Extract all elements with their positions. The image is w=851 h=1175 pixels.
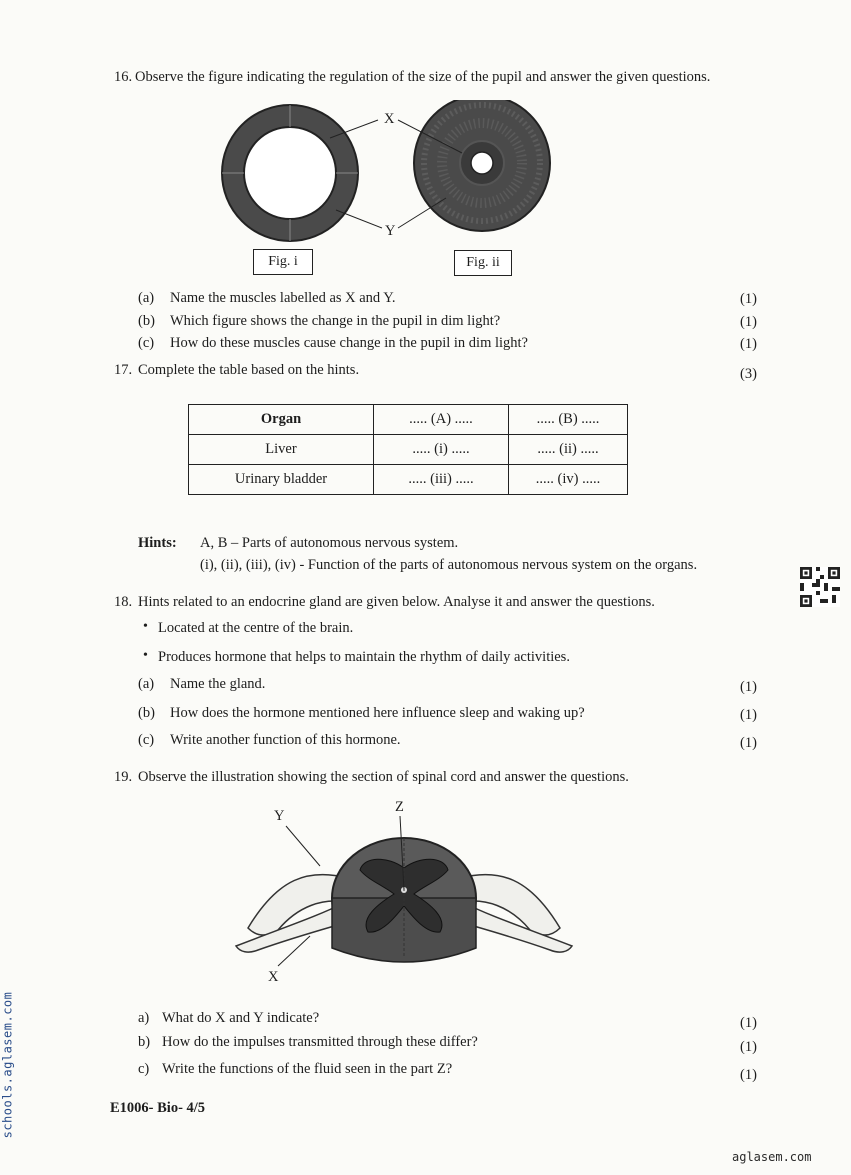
- q16a-marks: (1): [740, 291, 757, 307]
- paper-code: E1006- Bio- 4/5: [110, 1100, 206, 1116]
- q19-label-y: Y: [274, 808, 285, 824]
- footer-watermark-url: aglasem.com: [732, 1150, 812, 1164]
- hints-label: Hints:: [138, 535, 177, 551]
- bullet-icon: •: [143, 648, 148, 663]
- q16-text: Observe the figure indicating the regulation of the size of the pupil and answer the given questions.: [135, 69, 711, 85]
- q19c-marks: (1): [740, 1067, 757, 1083]
- q16b-label: (b): [138, 313, 155, 329]
- table-cell: Urinary bladder: [189, 465, 374, 495]
- q19c-text: Write the functions of the fluid seen in the part Z?: [162, 1061, 453, 1077]
- q17-text: Complete the table based on the hints.: [138, 362, 360, 378]
- q16a-label: (a): [138, 290, 155, 306]
- q18c-label: (c): [138, 732, 155, 748]
- q18-number: 18.: [114, 594, 133, 610]
- table-row: [189, 435, 628, 465]
- q19b-label: b): [138, 1034, 151, 1050]
- q18b-label: (b): [138, 705, 155, 721]
- q19a-label: a): [138, 1010, 150, 1026]
- table-row: [189, 465, 628, 495]
- q18a-marks: (1): [740, 679, 757, 695]
- table-header-b: ..... (B) .....: [509, 405, 628, 435]
- q16c-label: (c): [138, 335, 155, 351]
- q18-bullet-1: Located at the centre of the brain.: [158, 620, 354, 636]
- q17-marks: (3): [740, 366, 757, 382]
- q16b-text: Which figure shows the change in the pupil in dim light?: [170, 313, 501, 329]
- q19-number: 19.: [114, 769, 133, 785]
- table-cell: ..... (ii) .....: [509, 435, 628, 465]
- qr-code-icon: [800, 567, 840, 607]
- q19b-text: How do the impulses transmitted through these differ?: [162, 1034, 478, 1050]
- q19c-label: c): [138, 1061, 150, 1077]
- table-header-row: [189, 405, 628, 435]
- q19a-marks: (1): [740, 1015, 757, 1031]
- iris-fig-ii: [414, 100, 550, 231]
- table-header-a: ..... (A) .....: [374, 405, 509, 435]
- table-cell: ..... (iv) .....: [509, 465, 628, 495]
- table-cell: ..... (i) .....: [374, 435, 509, 465]
- organ-table: [188, 404, 628, 495]
- q18b-text: How does the hormone mentioned here influence sleep and waking up?: [170, 705, 585, 721]
- q16-label-x: X: [384, 111, 395, 127]
- q18b-marks: (1): [740, 707, 757, 723]
- q18c-marks: (1): [740, 735, 757, 751]
- q19a-text: What do X and Y indicate?: [162, 1010, 320, 1026]
- table-header-organ: Organ: [189, 405, 374, 435]
- q16b-marks: (1): [740, 314, 757, 330]
- q19-label-z: Z: [395, 799, 404, 815]
- fig-ii-label: Fig. ii: [454, 250, 512, 276]
- q16-number: 16.: [114, 69, 133, 85]
- q16-label-y: Y: [385, 223, 396, 239]
- q18a-text: Name the gland.: [170, 676, 266, 692]
- q18-text: Hints related to an endocrine gland are given below. Analyse it and answer the questions.: [138, 594, 655, 610]
- q16c-marks: (1): [740, 336, 757, 352]
- q18c-text: Write another function of this hormone.: [170, 732, 401, 748]
- q19-text: Observe the illustration showing the section of spinal cord and answer the questions.: [138, 769, 629, 785]
- side-watermark-url: schools.aglasem.com: [0, 991, 15, 1139]
- spinal-cord-figure: [228, 798, 578, 988]
- q19-label-x: X: [268, 969, 279, 985]
- hint-2: (i), (ii), (iii), (iv) - Function of the parts of autonomous nervous system on the organs.: [200, 557, 698, 573]
- q18a-label: (a): [138, 676, 155, 692]
- q19b-marks: (1): [740, 1039, 757, 1055]
- q16c-text: How do these muscles cause change in the pupil in dim light?: [170, 335, 528, 351]
- table-cell: ..... (iii) .....: [374, 465, 509, 495]
- bullet-icon: •: [143, 619, 148, 634]
- fig-i-label: Fig. i: [253, 249, 313, 275]
- iris-fig-i: [222, 105, 358, 241]
- q17-number: 17.: [114, 362, 133, 378]
- table-cell: Liver: [189, 435, 374, 465]
- q16a-text: Name the muscles labelled as X and Y.: [170, 290, 396, 306]
- hint-1: A, B – Parts of autonomous nervous system.: [200, 535, 459, 551]
- q18-bullet-2: Produces hormone that helps to maintain the rhythm of daily activities.: [158, 649, 570, 665]
